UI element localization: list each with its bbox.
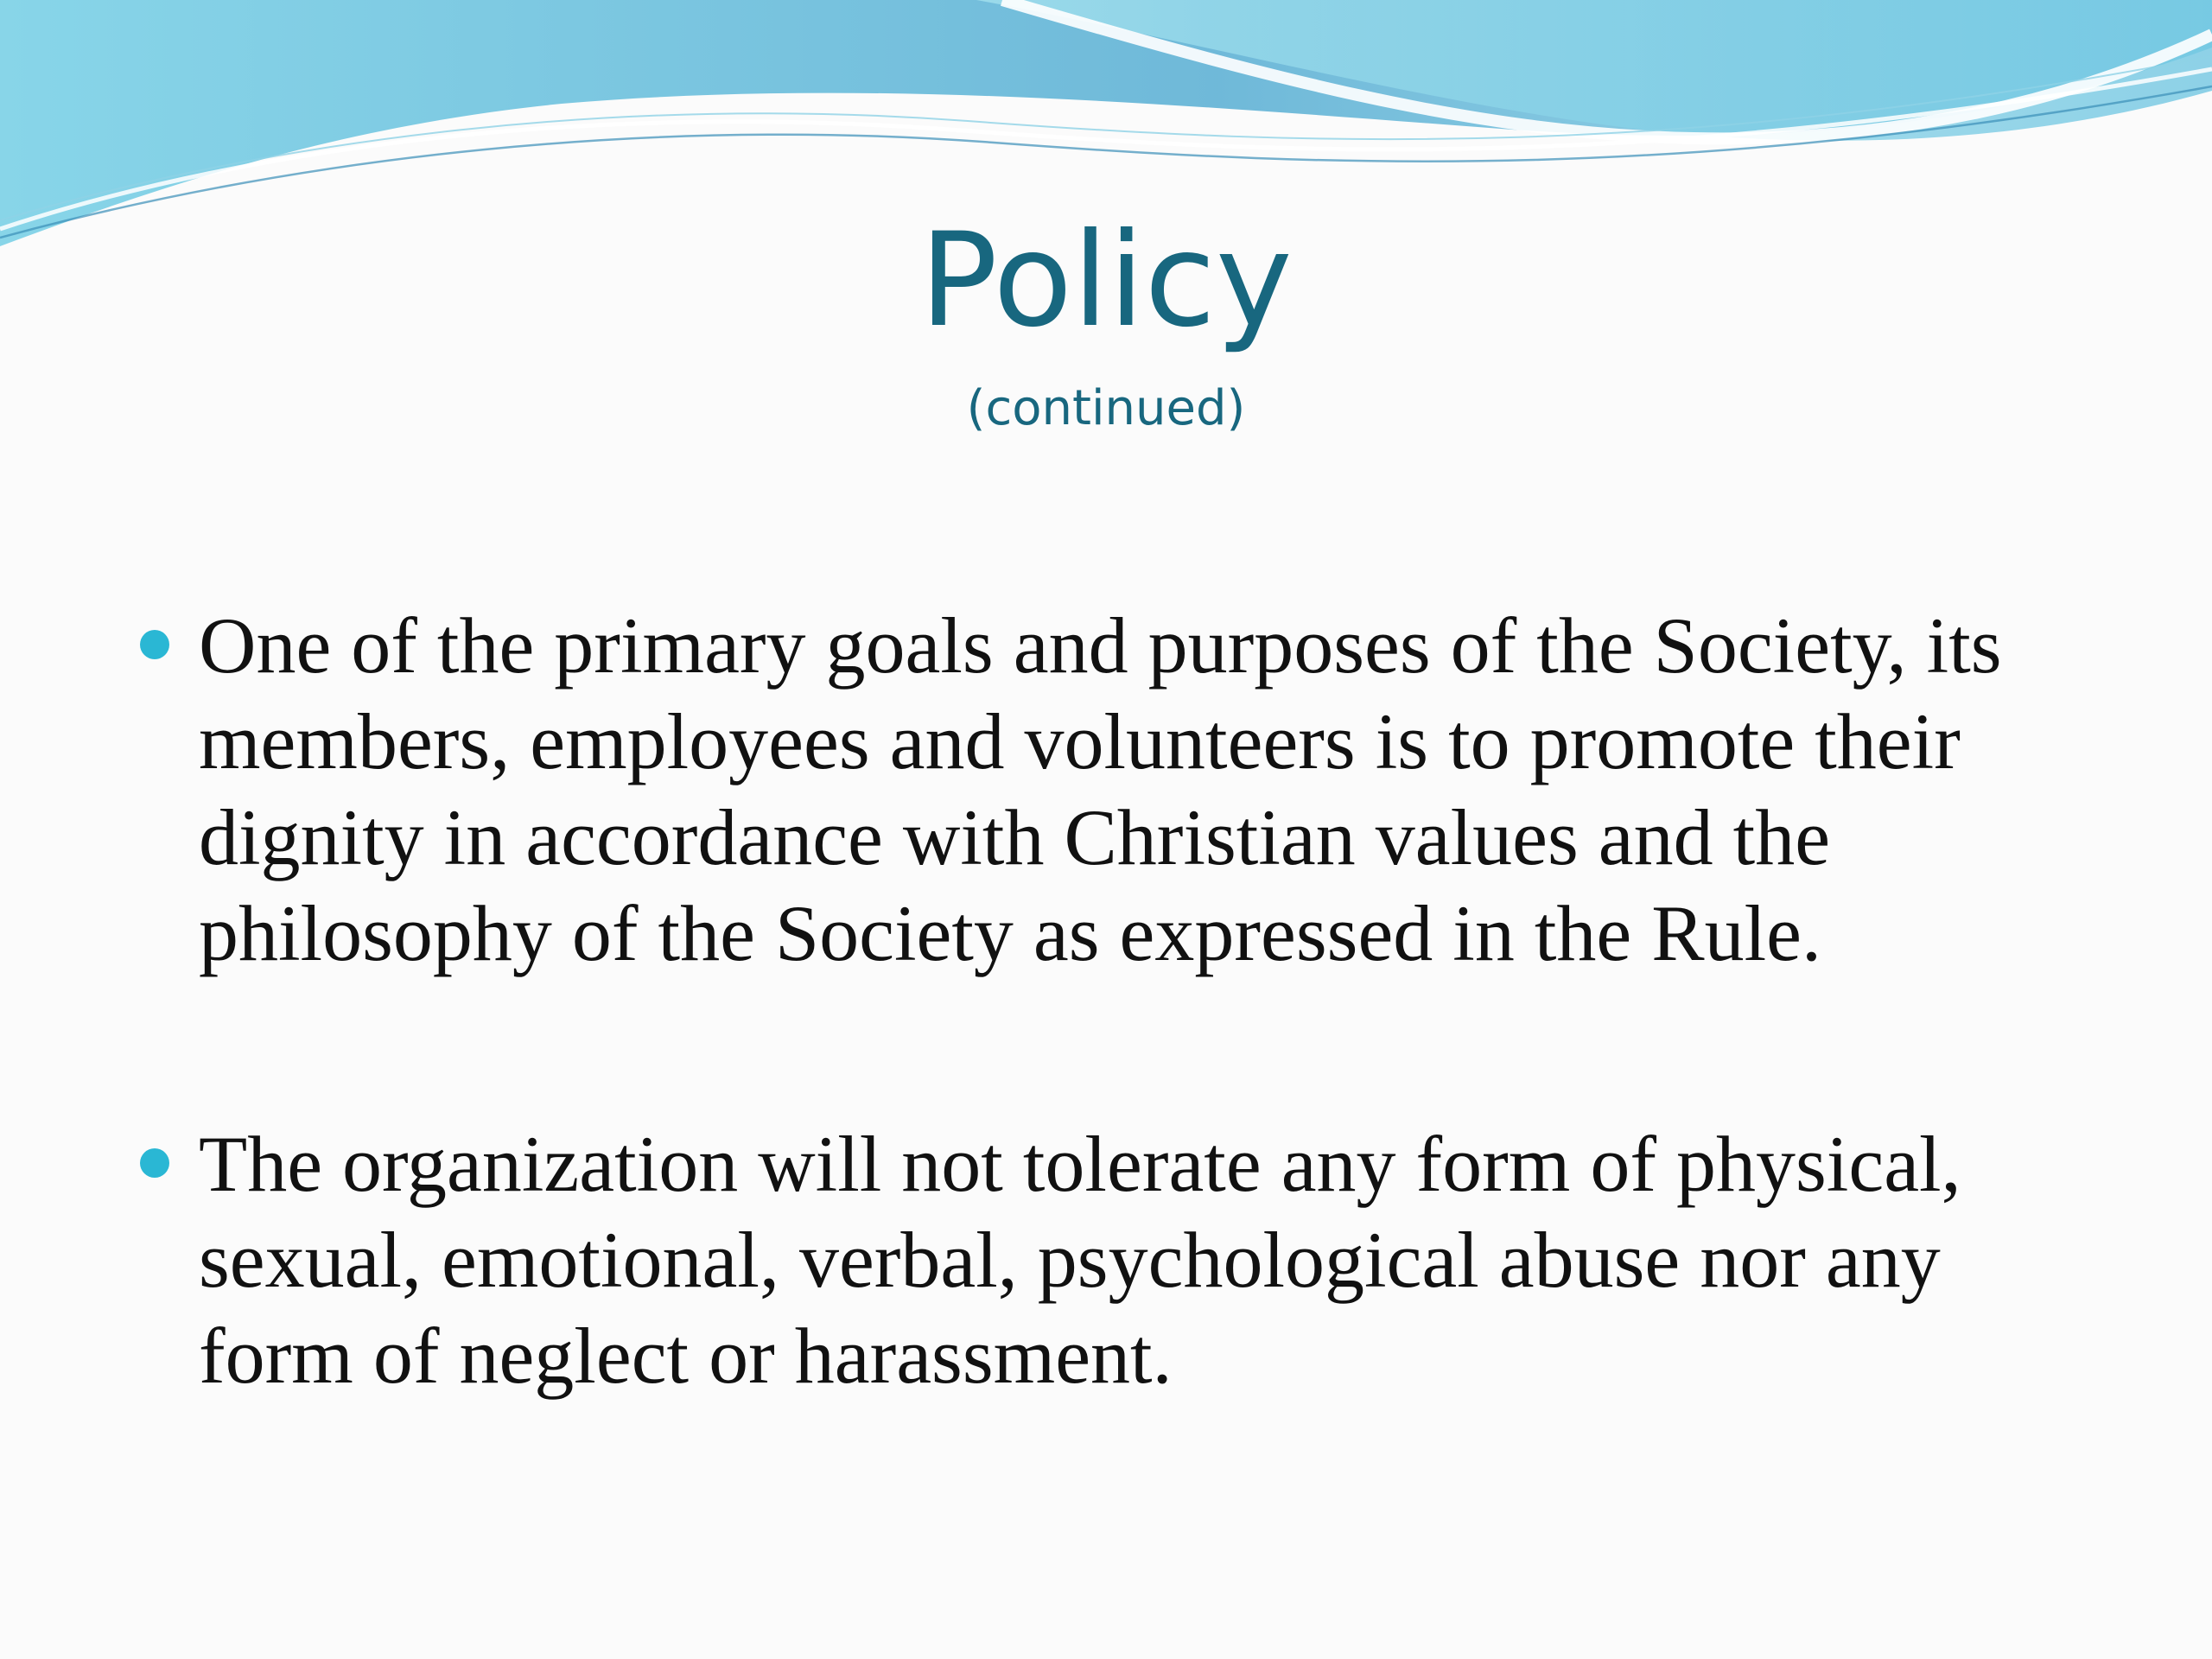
bullet-text: The organization will not tolerate any form of physical, sexual, emotional, verbal, psychological abuse nor any form of neglect or harassment. xyxy=(199,1120,1961,1400)
slide-subtitle: (continued) xyxy=(966,380,1246,436)
bullet-item xyxy=(199,1116,2082,1404)
circle-bullet-icon xyxy=(140,1148,169,1178)
bullet-item xyxy=(199,598,2082,982)
circle-bullet-icon xyxy=(140,630,169,659)
slide-title: Policy xyxy=(919,206,1293,356)
bullet-text: One of the primary goals and purposes of the Society, its members, employees and volunteers is to promote their dignity in accordance with Christian values and the philosophy of the Society as expressed in the Rule. xyxy=(199,601,2002,977)
